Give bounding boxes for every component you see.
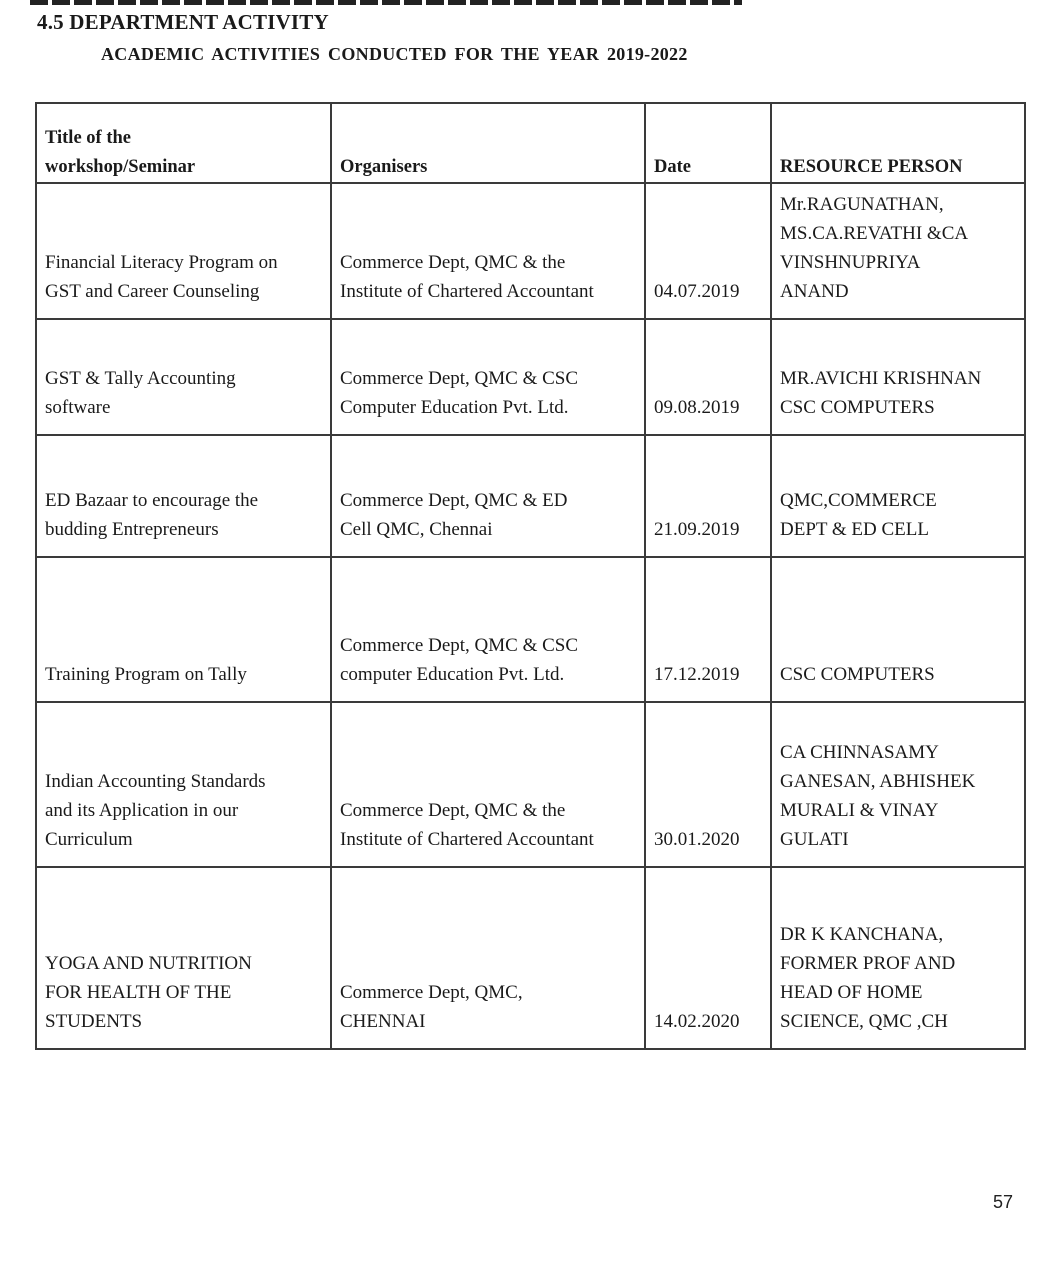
- cell-date: 09.08.2019: [645, 319, 771, 435]
- table-row: [36, 867, 1025, 1049]
- cell-date: 30.01.2020: [645, 702, 771, 867]
- cell-resource-person: QMC,COMMERCE DEPT & ED CELL: [771, 435, 1025, 557]
- cell-resource-person: CA CHINNASAMY GANESAN, ABHISHEK MURALI & VINAY GULATI: [771, 702, 1025, 867]
- table-row: [36, 557, 1025, 702]
- cell-organisers: Commerce Dept, QMC & the Institute of Chartered Accountant: [331, 183, 645, 319]
- table-header-row: [36, 103, 1025, 183]
- table-row: [36, 183, 1025, 319]
- cell-title: ED Bazaar to encourage the budding Entrepreneurs: [36, 435, 331, 557]
- cell-organisers: Commerce Dept, QMC, CHENNAI: [331, 867, 645, 1049]
- cell-organisers: Commerce Dept, QMC & ED Cell QMC, Chennai: [331, 435, 645, 557]
- cell-organisers: Commerce Dept, QMC & the Institute of Chartered Accountant: [331, 702, 645, 867]
- cell-date: 21.09.2019: [645, 435, 771, 557]
- header-title: Title of the workshop/Seminar: [36, 103, 331, 183]
- cell-resource-person: DR K KANCHANA, FORMER PROF AND HEAD OF HOME SCIENCE, QMC ,CH: [771, 867, 1025, 1049]
- cell-title: Indian Accounting Standards and its Application in our Curriculum: [36, 702, 331, 867]
- cell-date: 04.07.2019: [645, 183, 771, 319]
- table-row: [36, 702, 1025, 867]
- cell-title: GST & Tally Accounting software: [36, 319, 331, 435]
- cell-organisers: Commerce Dept, QMC & CSC computer Education Pvt. Ltd.: [331, 557, 645, 702]
- cell-date: 17.12.2019: [645, 557, 771, 702]
- cell-organisers: Commerce Dept, QMC & CSC Computer Education Pvt. Ltd.: [331, 319, 645, 435]
- page-number: 57: [993, 1192, 1014, 1212]
- table-row: [36, 435, 1025, 557]
- cell-date: 14.02.2020: [645, 867, 771, 1049]
- header-organisers: Organisers: [331, 103, 645, 183]
- cell-title: YOGA AND NUTRITION FOR HEALTH OF THE STUDENTS: [36, 867, 331, 1049]
- clipped-previous-heading: [30, 0, 742, 5]
- cell-resource-person: CSC COMPUTERS: [771, 557, 1025, 702]
- activities-table: [35, 102, 1026, 1050]
- cell-title: Financial Literacy Program on GST and Career Counseling: [36, 183, 331, 319]
- header-resource-person: RESOURCE PERSON: [771, 103, 1025, 183]
- header-date: Date: [645, 103, 771, 183]
- cell-title: Training Program on Tally: [36, 557, 331, 702]
- section-heading: 4.5 DEPARTMENT ACTIVITY: [37, 10, 329, 34]
- table-row: [36, 319, 1025, 435]
- table-subheading: ACADEMIC ACTIVITIES CONDUCTED FOR THE YEAR 2019-2022: [101, 44, 688, 64]
- cell-resource-person: Mr.RAGUNATHAN, MS.CA.REVATHI &CA VINSHNUPRIYA ANAND: [771, 183, 1025, 319]
- cell-resource-person: MR.AVICHI KRISHNAN CSC COMPUTERS: [771, 319, 1025, 435]
